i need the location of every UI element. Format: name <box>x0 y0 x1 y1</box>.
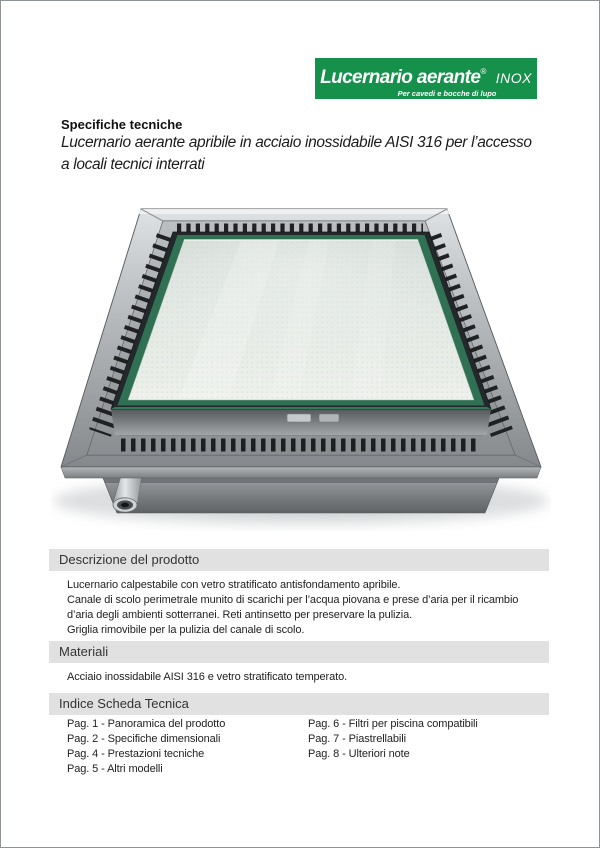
brand-name: Lucernario aerante <box>320 67 481 88</box>
brand-tagline: Per cavedi e bocche di lupo <box>397 89 497 98</box>
product-image <box>51 191 551 531</box>
inner-channel <box>111 409 491 435</box>
page-title-line-2: a locali tecnici interrati <box>61 156 205 173</box>
description-line: d’aria degli ambienti sotterranei. Reti antinsetto per preservare la pulizia. <box>67 609 413 621</box>
description-line: Griglia rimovibile per la pulizia del canale di scolo. <box>67 624 305 636</box>
brand-logo-text <box>315 62 537 89</box>
materials-text: Acciaio inossidabile AISI 316 e vetro stratificato temperato. <box>67 671 348 683</box>
registered-trademark-symbol: ® <box>480 67 487 76</box>
brand-logo <box>315 58 537 99</box>
description-line: Lucernario calpestabile con vetro stratificato antisfondamento apribile. <box>67 579 401 591</box>
section-header-indice: Indice Scheda Tecnica <box>49 693 549 715</box>
brand-suffix: INOX <box>495 70 532 86</box>
page-title-line-1: Lucernario aerante apribile in acciaio inossidabile AISI 316 per l’accesso <box>61 134 532 151</box>
index-column-left <box>67 717 225 777</box>
index-item: Pag. 2 - Specifiche dimensionali <box>67 733 221 745</box>
description-line: Canale di scolo perimetrale munito di scarichi per l’acqua piovana e prese d’aria per il ricambio <box>67 594 519 606</box>
index-item: Pag. 7 - Piastrellabili <box>308 733 406 745</box>
section-kicker: Specifiche tecniche <box>61 117 183 132</box>
glass-panel <box>111 232 491 409</box>
section-header-materiali: Materiali <box>49 641 549 663</box>
section-header-descrizione: Descrizione del prodotto <box>49 549 549 571</box>
index-item: Pag. 5 - Altri modelli <box>67 763 163 775</box>
latch-left <box>287 414 311 422</box>
latch-right <box>319 414 339 422</box>
index-column-right <box>308 717 478 762</box>
index-item: Pag. 6 - Filtri per piscina compatibili <box>308 718 478 730</box>
basin <box>103 478 499 513</box>
index-item: Pag. 1 - Panoramica del prodotto <box>67 718 226 730</box>
index-item: Pag. 4 - Prestazioni tecniche <box>67 748 205 760</box>
index-item: Pag. 8 - Ulteriori note <box>308 748 410 760</box>
